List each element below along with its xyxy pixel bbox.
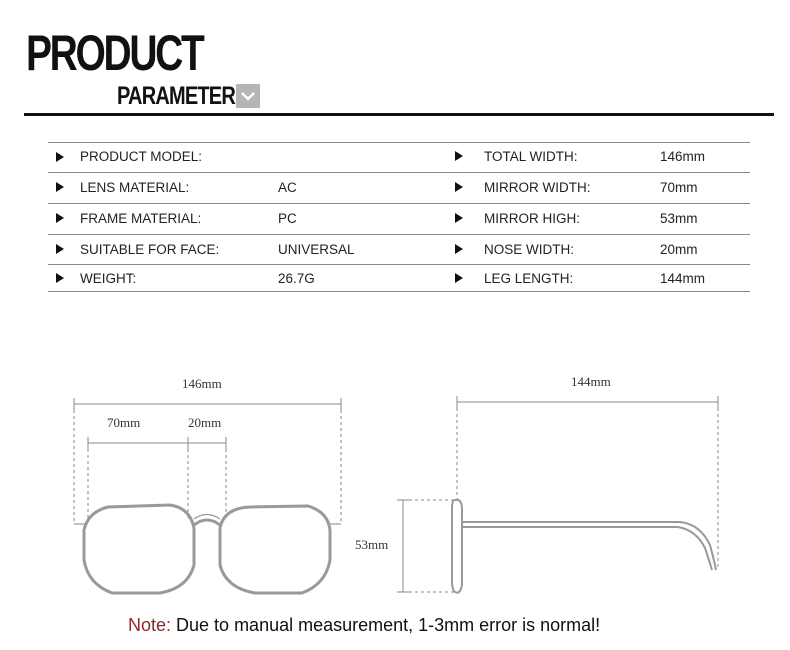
dim-lens-width: 70mm xyxy=(107,415,141,430)
note-text: Due to manual measurement, 1-3mm error is normal! xyxy=(171,615,601,635)
spec-label: LENS MATERIAL: xyxy=(80,180,190,195)
spec-label: NOSE WIDTH: xyxy=(484,242,574,257)
note-label: Note: xyxy=(128,615,172,635)
spec-label: MIRROR HIGH: xyxy=(484,211,580,226)
spec-label: PRODUCT MODEL: xyxy=(80,149,203,164)
spec-label: WEIGHT: xyxy=(80,271,137,286)
spec-label: MIRROR WIDTH: xyxy=(484,180,591,195)
dim-leg-length: 144mm xyxy=(571,374,611,389)
spec-value: 70mm xyxy=(660,180,698,195)
spec-value: 26.7G xyxy=(278,271,315,286)
dim-total-width: 146mm xyxy=(182,376,222,391)
spec-label: TOTAL WIDTH: xyxy=(484,149,578,164)
spec-value: 20mm xyxy=(660,242,698,257)
spec-value: 146mm xyxy=(660,149,706,164)
page-subtitle: PARAMETER xyxy=(117,82,235,110)
dim-bridge-width: 20mm xyxy=(188,415,222,430)
spec-label: SUITABLE FOR FACE: xyxy=(80,242,220,257)
spec-label: FRAME MATERIAL: xyxy=(80,211,202,226)
spec-value: 144mm xyxy=(660,271,706,286)
spec-label: LEG LENGTH: xyxy=(484,271,574,286)
spec-value: AC xyxy=(278,180,297,195)
spec-value: UNIVERSAL xyxy=(278,242,355,257)
measurement-note xyxy=(128,615,600,636)
page-title: PRODUCT xyxy=(26,25,203,81)
spec-value: 53mm xyxy=(660,211,698,226)
dim-lens-height: 53mm xyxy=(355,537,389,552)
spec-value: PC xyxy=(278,211,297,226)
